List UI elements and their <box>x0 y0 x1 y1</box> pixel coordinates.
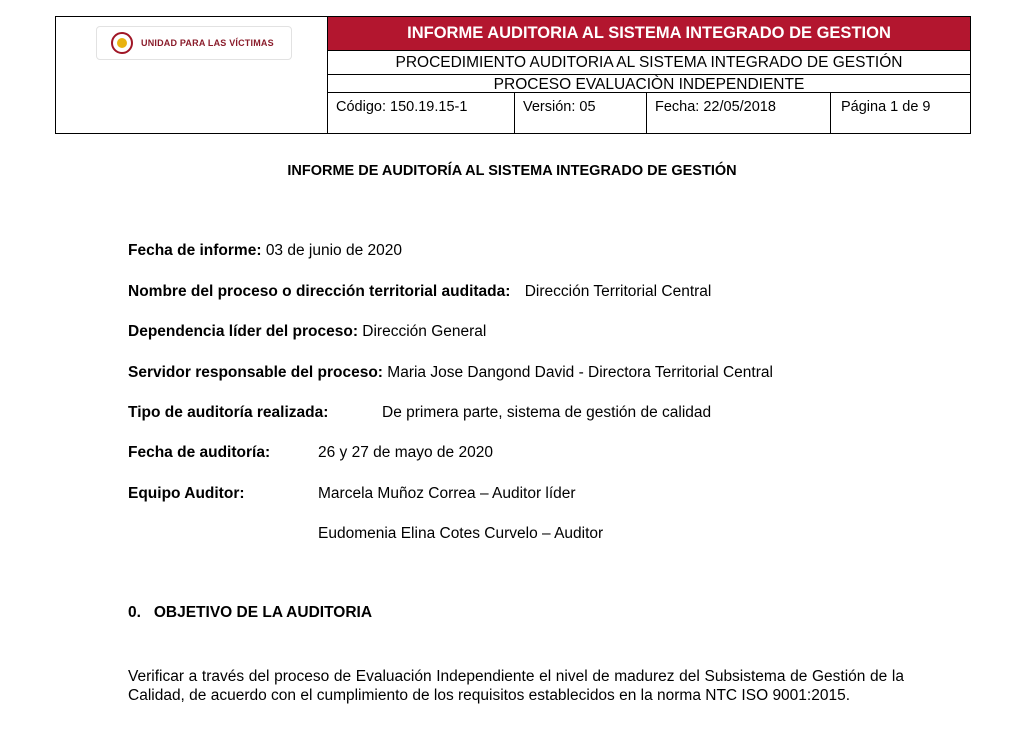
audit-type-field <box>128 404 328 422</box>
process-name-field <box>128 283 711 301</box>
audit-type-label: Tipo de auditoría realizada: <box>128 404 329 421</box>
lead-dependency-label: Dependencia líder del proceso: <box>128 323 358 340</box>
lead-dependency-value: Dirección General <box>362 323 487 340</box>
responsible-value: Maria Jose Dangond David - Directora Territorial Central <box>387 364 773 381</box>
header-code: Código: 150.19.15-1 <box>336 99 468 115</box>
report-date-field <box>128 242 402 260</box>
logo-text: UNIDAD PARA LAS VÍCTIMAS <box>141 38 274 48</box>
audit-date-value: 26 y 27 de mayo de 2020 <box>318 444 493 461</box>
audit-team-member: Eudomenia Elina Cotes Curvelo – Auditor <box>318 525 604 542</box>
document-header-table <box>55 16 971 134</box>
report-date-value: 03 de junio de 2020 <box>265 242 402 259</box>
header-process: PROCESO EVALUACIÒN INDEPENDIENTE <box>328 75 970 93</box>
document-title: INFORME DE AUDITORÍA AL SISTEMA INTEGRADO DE GESTIÓN <box>287 163 737 179</box>
section-heading-objective: 0. OBJETIVO DE LA AUDITORIA <box>128 604 373 621</box>
lead-dependency-field <box>128 323 486 341</box>
audit-type-value: De primera parte, sistema de gestión de calidad <box>382 404 712 421</box>
audit-date-field <box>128 444 270 462</box>
logo-cell <box>56 17 328 133</box>
header-procedure: PROCEDIMIENTO AUDITORIA AL SISTEMA INTEGRADO DE GESTIÓN <box>328 51 970 75</box>
header-title: INFORME AUDITORIA AL SISTEMA INTEGRADO DE GESTION <box>328 17 970 51</box>
responsible-label: Servidor responsable del proceso: <box>128 364 383 381</box>
audit-team-label: Equipo Auditor: <box>128 485 245 502</box>
audit-date-label: Fecha de auditoría: <box>128 444 271 461</box>
report-date-label: Fecha de informe: <box>128 242 262 259</box>
header-version: Versión: 05 <box>514 93 646 133</box>
organization-logo <box>96 26 292 60</box>
seal-icon <box>111 32 133 54</box>
header-info-cell <box>328 17 970 133</box>
audit-team-member: Marcela Muñoz Correa – Auditor líder <box>318 485 576 502</box>
responsible-field <box>128 364 773 382</box>
header-page: Página 1 de 9 <box>830 93 970 133</box>
header-date: Fecha: 22/05/2018 <box>646 93 830 133</box>
header-meta-row <box>328 93 970 133</box>
process-name-label: Nombre del proceso o dirección territorial auditada: <box>128 283 511 300</box>
objective-paragraph: Verificar a través del proceso de Evaluación Independiente el nivel de madurez del Subsistema de Gestión de la Calidad, de acuerdo con el cumplimiento de los requisitos establecidos en la norma NTC ISO 9001:2015. <box>128 668 904 704</box>
process-name-value: Dirección Territorial Central <box>524 283 712 300</box>
audit-team-field <box>128 485 245 503</box>
